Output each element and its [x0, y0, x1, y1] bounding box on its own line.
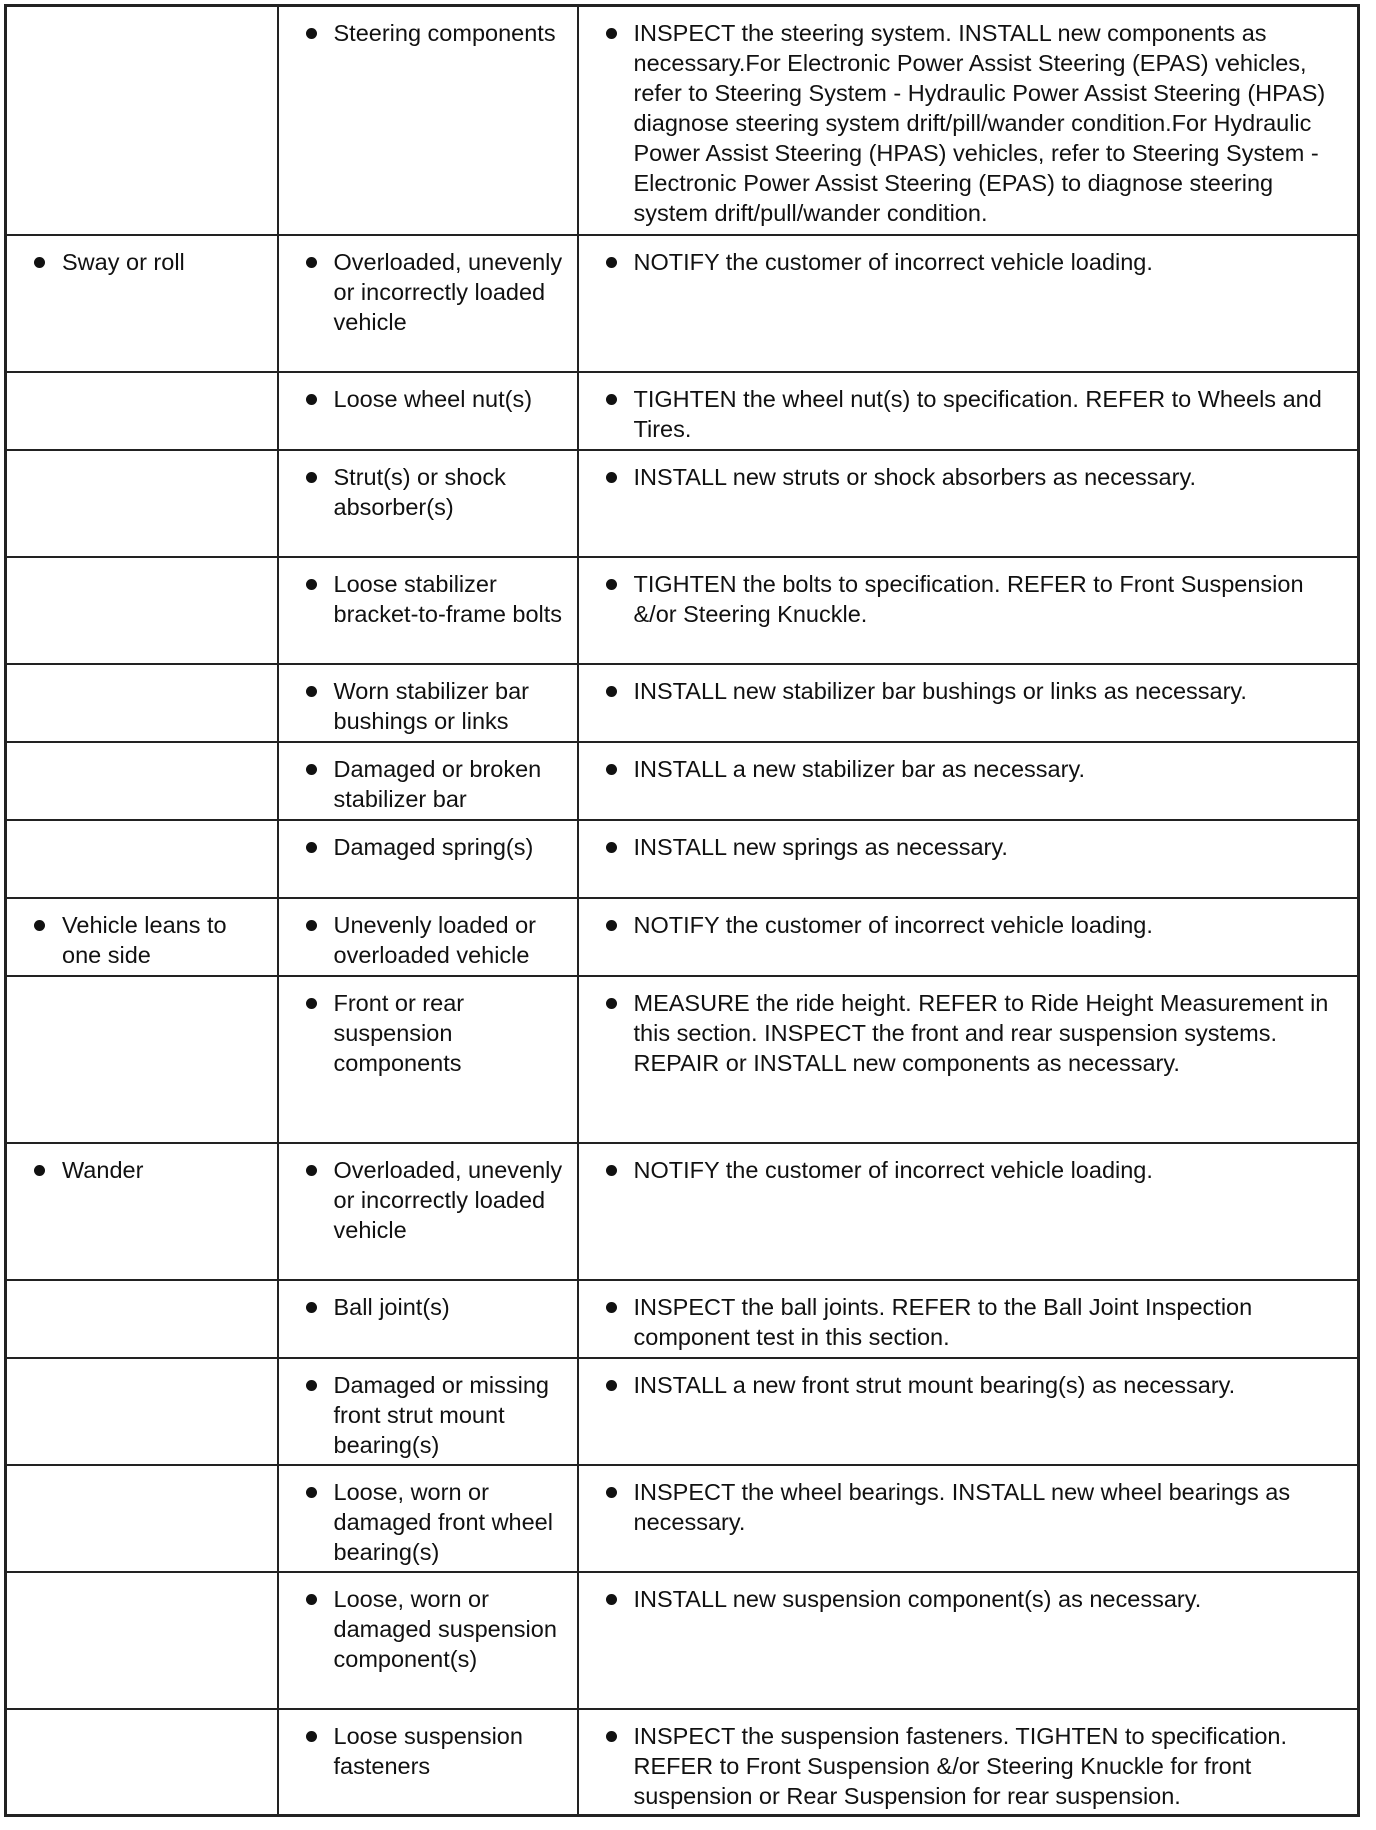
bullet-icon	[306, 1165, 317, 1176]
action-text: INSPECT the wheel bearings. INSTALL new wheel bearings as necessary.	[633, 1478, 1291, 1535]
action-text: INSTALL a new stabilizer bar as necessary.	[633, 755, 1085, 782]
bullet-item	[279, 1466, 577, 1567]
action-cell	[578, 742, 1359, 820]
cause-text: Steering components	[333, 20, 556, 46]
action-cell	[578, 1572, 1359, 1709]
bullet-icon	[306, 394, 317, 405]
bullet-item	[579, 1281, 1358, 1352]
diagnosis-table	[4, 4, 1360, 1817]
cause-text: Loose suspension fasteners	[333, 1722, 523, 1779]
bullet-item	[279, 1359, 577, 1460]
bullet-item	[579, 451, 1358, 492]
table-row	[6, 898, 1359, 976]
bullet-item	[7, 1144, 277, 1185]
cause-cell	[278, 235, 578, 372]
bullet-icon	[606, 394, 617, 405]
cause-text: Ball joint(s)	[333, 1293, 450, 1320]
action-text: TIGHTEN the wheel nut(s) to specification. REFER to Wheels and Tires.	[633, 385, 1322, 442]
action-cell	[578, 664, 1359, 742]
cause-cell	[278, 976, 578, 1143]
action-cell	[578, 898, 1359, 976]
table-row	[6, 1572, 1359, 1709]
bullet-icon	[606, 28, 617, 39]
condition-cell	[6, 372, 278, 450]
bullet-icon	[306, 764, 317, 775]
bullet-icon	[306, 842, 317, 853]
cause-cell	[278, 742, 578, 820]
action-cell	[578, 820, 1359, 898]
bullet-icon	[606, 842, 617, 853]
condition-cell	[6, 976, 278, 1143]
table-row	[6, 1709, 1359, 1816]
condition-text: Sway or roll	[62, 248, 185, 275]
action-cell	[578, 235, 1359, 372]
table-row	[6, 976, 1359, 1143]
cause-cell	[278, 820, 578, 898]
condition-cell	[6, 1709, 278, 1816]
action-text: INSTALL a new front strut mount bearing(s) as necessary.	[633, 1371, 1236, 1398]
action-cell	[578, 1143, 1359, 1280]
bullet-item	[579, 236, 1358, 277]
cause-text: Damaged or missing front strut mount bearing(s)	[333, 1371, 550, 1458]
bullet-item	[279, 451, 577, 522]
bullet-item	[579, 665, 1358, 706]
table-row	[6, 1280, 1359, 1358]
table-row	[6, 664, 1359, 742]
bullet-icon	[606, 1380, 617, 1391]
condition-cell	[6, 820, 278, 898]
action-text: NOTIFY the customer of incorrect vehicle loading.	[633, 1156, 1153, 1183]
cause-text: Damaged spring(s)	[333, 833, 534, 860]
bullet-icon	[606, 920, 617, 931]
bullet-icon	[34, 1165, 45, 1176]
condition-cell	[6, 235, 278, 372]
bullet-item	[279, 1281, 577, 1322]
condition-cell	[6, 450, 278, 557]
bullet-item	[279, 743, 577, 814]
bullet-icon	[606, 257, 617, 268]
bullet-icon	[606, 1487, 617, 1498]
action-text: INSTALL new suspension component(s) as necessary.	[633, 1585, 1202, 1612]
cause-cell	[278, 1280, 578, 1358]
cause-text: Front or rear suspension components	[333, 989, 465, 1076]
cause-cell	[278, 372, 578, 450]
cause-text: Strut(s) or shock absorber(s)	[333, 463, 506, 520]
bullet-icon	[606, 764, 617, 775]
bullet-icon	[606, 1302, 617, 1313]
table-row	[6, 372, 1359, 450]
bullet-item	[579, 373, 1358, 444]
bullet-icon	[606, 1165, 617, 1176]
bullet-icon	[306, 579, 317, 590]
action-text: NOTIFY the customer of incorrect vehicle loading.	[633, 911, 1153, 938]
bullet-icon	[306, 998, 317, 1009]
cause-cell	[278, 1709, 578, 1816]
action-cell	[578, 976, 1359, 1143]
cause-text: Overloaded, unevenly or incorrectly loaded vehicle	[333, 248, 563, 335]
action-cell	[578, 1709, 1359, 1816]
bullet-item	[579, 558, 1358, 629]
table-row	[6, 450, 1359, 557]
cause-text: Unevenly loaded or overloaded vehicle	[333, 911, 536, 968]
table-row	[6, 557, 1359, 664]
condition-cell	[6, 1143, 278, 1280]
cause-text: Loose stabilizer bracket-to-frame bolts	[333, 570, 563, 627]
cause-cell	[278, 1358, 578, 1465]
cause-cell	[278, 1143, 578, 1280]
bullet-icon	[306, 1731, 317, 1742]
bullet-item	[7, 236, 277, 277]
cause-cell	[278, 6, 578, 235]
bullet-item	[579, 821, 1358, 862]
table-row	[6, 1143, 1359, 1280]
bullet-icon	[306, 920, 317, 931]
bullet-item	[279, 1710, 577, 1781]
condition-text: Vehicle leans to one side	[62, 911, 227, 968]
bullet-icon	[306, 1594, 317, 1605]
cause-cell	[278, 1465, 578, 1572]
bullet-item	[579, 7, 1358, 228]
condition-cell	[6, 6, 278, 235]
condition-cell	[6, 1358, 278, 1465]
bullet-item	[279, 236, 577, 337]
bullet-icon	[606, 579, 617, 590]
table-row	[6, 235, 1359, 372]
cause-text: Overloaded, unevenly or incorrectly loaded vehicle	[333, 1156, 563, 1243]
action-text: INSPECT the steering system. INSTALL new components as necessary.For Electronic Power Assist Steering (EPAS) vehicles, refer to Steering System - Hydraulic Power Assist Steering (HPAS) diagnose steering system drift/pill/wander condition.For Hydraulic Power Assist Steering (HPAS) vehicles, refer to Steering System - Electronic Power Assist Steering (EPAS) to diagnose steering system drift/pull/wander condition.	[633, 20, 1326, 226]
bullet-item	[279, 899, 577, 970]
cause-text: Damaged or broken stabilizer bar	[333, 755, 542, 812]
bullet-item	[279, 1573, 577, 1674]
cause-text: Worn stabilizer bar bushings or links	[333, 677, 529, 734]
bullet-item	[279, 1144, 577, 1245]
bullet-icon	[306, 1487, 317, 1498]
cause-text: Loose, worn or damaged front wheel bearing(s)	[333, 1478, 553, 1565]
action-text: INSPECT the ball joints. REFER to the Ball Joint Inspection component test in this section.	[633, 1293, 1253, 1350]
bullet-icon	[606, 472, 617, 483]
cause-cell	[278, 1572, 578, 1709]
action-cell	[578, 557, 1359, 664]
action-cell	[578, 450, 1359, 557]
bullet-item	[579, 1573, 1358, 1614]
action-cell	[578, 1358, 1359, 1465]
action-text: INSTALL new stabilizer bar bushings or links as necessary.	[633, 677, 1247, 704]
cause-cell	[278, 557, 578, 664]
bullet-icon	[306, 1380, 317, 1391]
action-cell	[578, 6, 1359, 235]
bullet-item	[279, 665, 577, 736]
action-cell	[578, 1465, 1359, 1572]
action-text: INSTALL new struts or shock absorbers as necessary.	[633, 463, 1196, 490]
bullet-icon	[306, 686, 317, 697]
bullet-item	[579, 1359, 1358, 1400]
bullet-item	[279, 558, 577, 629]
bullet-item	[579, 1466, 1358, 1537]
action-text: TIGHTEN the bolts to specification. REFER to Front Suspension &/or Steering Knuckle.	[633, 570, 1304, 627]
cause-cell	[278, 664, 578, 742]
bullet-item	[579, 977, 1358, 1078]
bullet-icon	[34, 257, 45, 268]
action-text: INSPECT the suspension fasteners. TIGHTEN to specification. REFER to Front Suspension &/or Steering Knuckle for front suspension or Rear Suspension for rear suspension.	[633, 1722, 1288, 1809]
bullet-icon	[606, 998, 617, 1009]
action-text: MEASURE the ride height. REFER to Ride Height Measurement in this section. INSPECT the front and rear suspension systems. REPAIR or INSTALL new components as necessary.	[633, 989, 1329, 1076]
table-row	[6, 1465, 1359, 1572]
cause-text: Loose wheel nut(s)	[333, 385, 533, 412]
cause-text: Loose, worn or damaged suspension component(s)	[333, 1585, 557, 1672]
bullet-item	[279, 373, 577, 414]
table-row	[6, 820, 1359, 898]
action-text: INSTALL new springs as necessary.	[633, 833, 1008, 860]
bullet-item	[579, 899, 1358, 940]
table-row	[6, 742, 1359, 820]
bullet-item	[279, 7, 577, 48]
condition-cell	[6, 898, 278, 976]
action-cell	[578, 1280, 1359, 1358]
bullet-icon	[306, 472, 317, 483]
bullet-icon	[34, 920, 45, 931]
cause-cell	[278, 450, 578, 557]
diagnosis-table-body	[6, 6, 1359, 1816]
condition-cell	[6, 1280, 278, 1358]
condition-cell	[6, 742, 278, 820]
bullet-icon	[306, 257, 317, 268]
bullet-icon	[606, 1731, 617, 1742]
table-row	[6, 6, 1359, 235]
bullet-item	[579, 1144, 1358, 1185]
bullet-item	[579, 743, 1358, 784]
action-text: NOTIFY the customer of incorrect vehicle loading.	[633, 248, 1153, 275]
bullet-item	[579, 1710, 1358, 1811]
condition-cell	[6, 557, 278, 664]
cause-cell	[278, 898, 578, 976]
bullet-icon	[306, 28, 317, 39]
action-cell	[578, 372, 1359, 450]
condition-cell	[6, 664, 278, 742]
condition-text: Wander	[62, 1156, 144, 1183]
table-row	[6, 1358, 1359, 1465]
bullet-item	[279, 977, 577, 1078]
condition-cell	[6, 1465, 278, 1572]
bullet-item	[279, 821, 577, 862]
bullet-icon	[606, 1594, 617, 1605]
bullet-icon	[306, 1302, 317, 1313]
condition-cell	[6, 1572, 278, 1709]
bullet-item	[7, 899, 277, 970]
bullet-icon	[606, 686, 617, 697]
